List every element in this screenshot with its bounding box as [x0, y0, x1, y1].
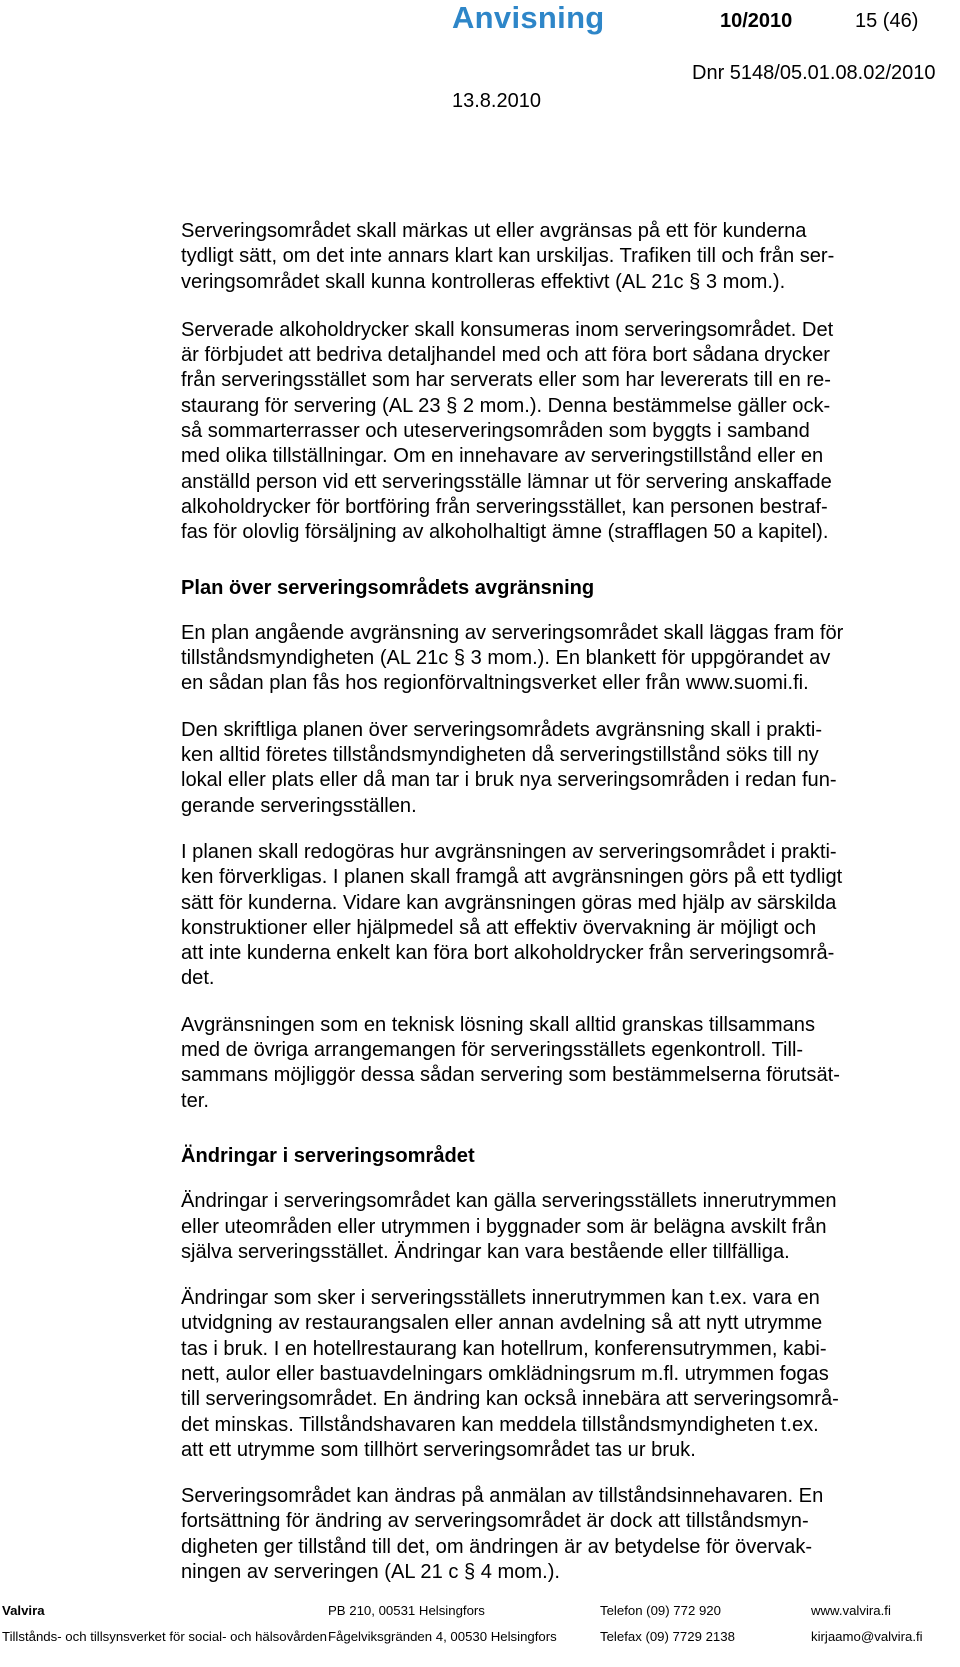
footer-org-name: Valvira [2, 1603, 45, 1618]
footer-website: www.valvira.fi [811, 1603, 891, 1618]
document-number: 10/2010 [720, 10, 793, 32]
paragraph: Serverade alkoholdrycker skall konsumeras inom serveringsområdet. Det är förbjudet att bedriva detaljhandel med och att föra bort sådana drycker från serveringsstället som har serverats eller som har levererats till en re- staurang för servering (AL 23 § 2 mom.). Denna bestämmelse gäller ock- så sommarterrasser och uteserveringsområden som byggts i samband med olika tillställningar. Om en innehavare av serveringstillstånd eller en anställd person vid ett serveringsställe lämnar ut för servering anskaffade alkoholdrycker för bortföring från serveringsstället, kan personen bestraf- fas för olovlig försäljning av alkoholhaltigt ämne (strafflagen 50 a kapitel). [181, 318, 834, 544]
footer-street-address: Fågelviksgränden 4, 00530 Helsingfors [328, 1629, 557, 1644]
section-heading: Plan över serveringsområdets avgränsning [181, 576, 595, 599]
document-type-title: Anvisning [452, 0, 605, 35]
paragraph: En plan angående avgränsning av serveringsområdet skall läggas fram för tillståndsmyndigheten (AL 21c § 3 mom.). En blankett för uppgörandet av en sådan plan fås hos regionförvaltningsverket eller från www.suomi.fi. [181, 621, 844, 695]
footer-fax: Telefax (09) 7729 2138 [600, 1629, 735, 1644]
paragraph: I planen skall redogöras hur avgränsningen av serveringsområdet i prakti- ken förverkligas. I planen skall framgå att avgränsningen görs på ett tydligt sätt för kunderna. Vidare kan avgränsningen göras med hjälp av särskilda konstruktioner eller hjälpmedel så att effektiv övervakning är möjligt och att inte kunderna enkelt kan föra bort alkoholdrycker från serveringsområ- det. [181, 840, 843, 990]
footer-phone: Telefon (09) 772 920 [600, 1603, 721, 1618]
page-number: 15 (46) [855, 10, 919, 32]
document-date: 13.8.2010 [452, 90, 541, 112]
paragraph: Serveringsområdet skall märkas ut eller avgränsas på ett för kunderna tydligt sätt, om det inte annars klart kan urskiljas. Trafiken till och från ser- veringsområdet skall kunna kontrolleras effektivt (AL 21c § 3 mom.). [181, 220, 835, 293]
document-body [181, 219, 933, 1585]
paragraph: Den skriftliga planen över serveringsområdets avgränsning skall i prakti- ken alltid företes tillståndsmyndigheten då serveringstillstånd söks till ny lokal eller plats eller då man tar i bruk nya serveringsområden i redan fun- gerande serveringsställen. [181, 718, 837, 817]
paragraph: Ändringar i serveringsområdet kan gälla serveringsställets innerutrymmen eller uteområden eller utrymmen i byggnader som är belägna avskilt från själva serveringsstället. Ändringar kan vara bestående eller tillfälliga. [181, 1190, 837, 1263]
paragraph: Avgränsningen som en teknisk lösning skall alltid granskas tillsammans med de övriga arrangemangen för serveringsställets egenkontroll. Till- sammans möjliggör dessa sådan servering som bestämmelserna förutsät- ter. [181, 1013, 840, 1112]
page-footer [0, 1603, 960, 1663]
footer-po-box: PB 210, 00531 Helsingfors [328, 1603, 485, 1618]
diary-number: Dnr 5148/05.01.08.02/2010 [692, 62, 936, 84]
footer-email: kirjaamo@valvira.fi [811, 1629, 923, 1644]
footer-org-full-name: Tillstånds- och tillsynsverket för social- och hälsovården [2, 1629, 327, 1644]
paragraph: Serveringsområdet kan ändras på anmälan av tillståndsinnehavaren. En fortsättning för ändring av serveringsområdet är dock att tillståndsmyn- digheten ger tillstånd till det, om ändringen är av betydelse för övervak- ningen av serveringen (AL 21 c § 4 mom.). [181, 1485, 824, 1584]
paragraph: Ändringar som sker i serveringsställets innerutrymmen kan t.ex. vara en utvidgning av restaurangsalen eller annan avdelning så att nytt utrymme tas i bruk. I en hotellrestaurang kan hotellrum, konferensutrymmen, kabi- nett, aulor eller bastuavdelningars omklädningsrum m.fl. utrymmen fogas till serveringsområdet. En ändring kan också innebära att serveringsområ- det minskas. Tillståndshavaren kan meddela tillståndsmyndigheten t.ex. att ett utrymme som tillhört serveringsområdet tas ur bruk. [181, 1287, 839, 1461]
section-heading: Ändringar i serveringsområdet [181, 1144, 475, 1167]
